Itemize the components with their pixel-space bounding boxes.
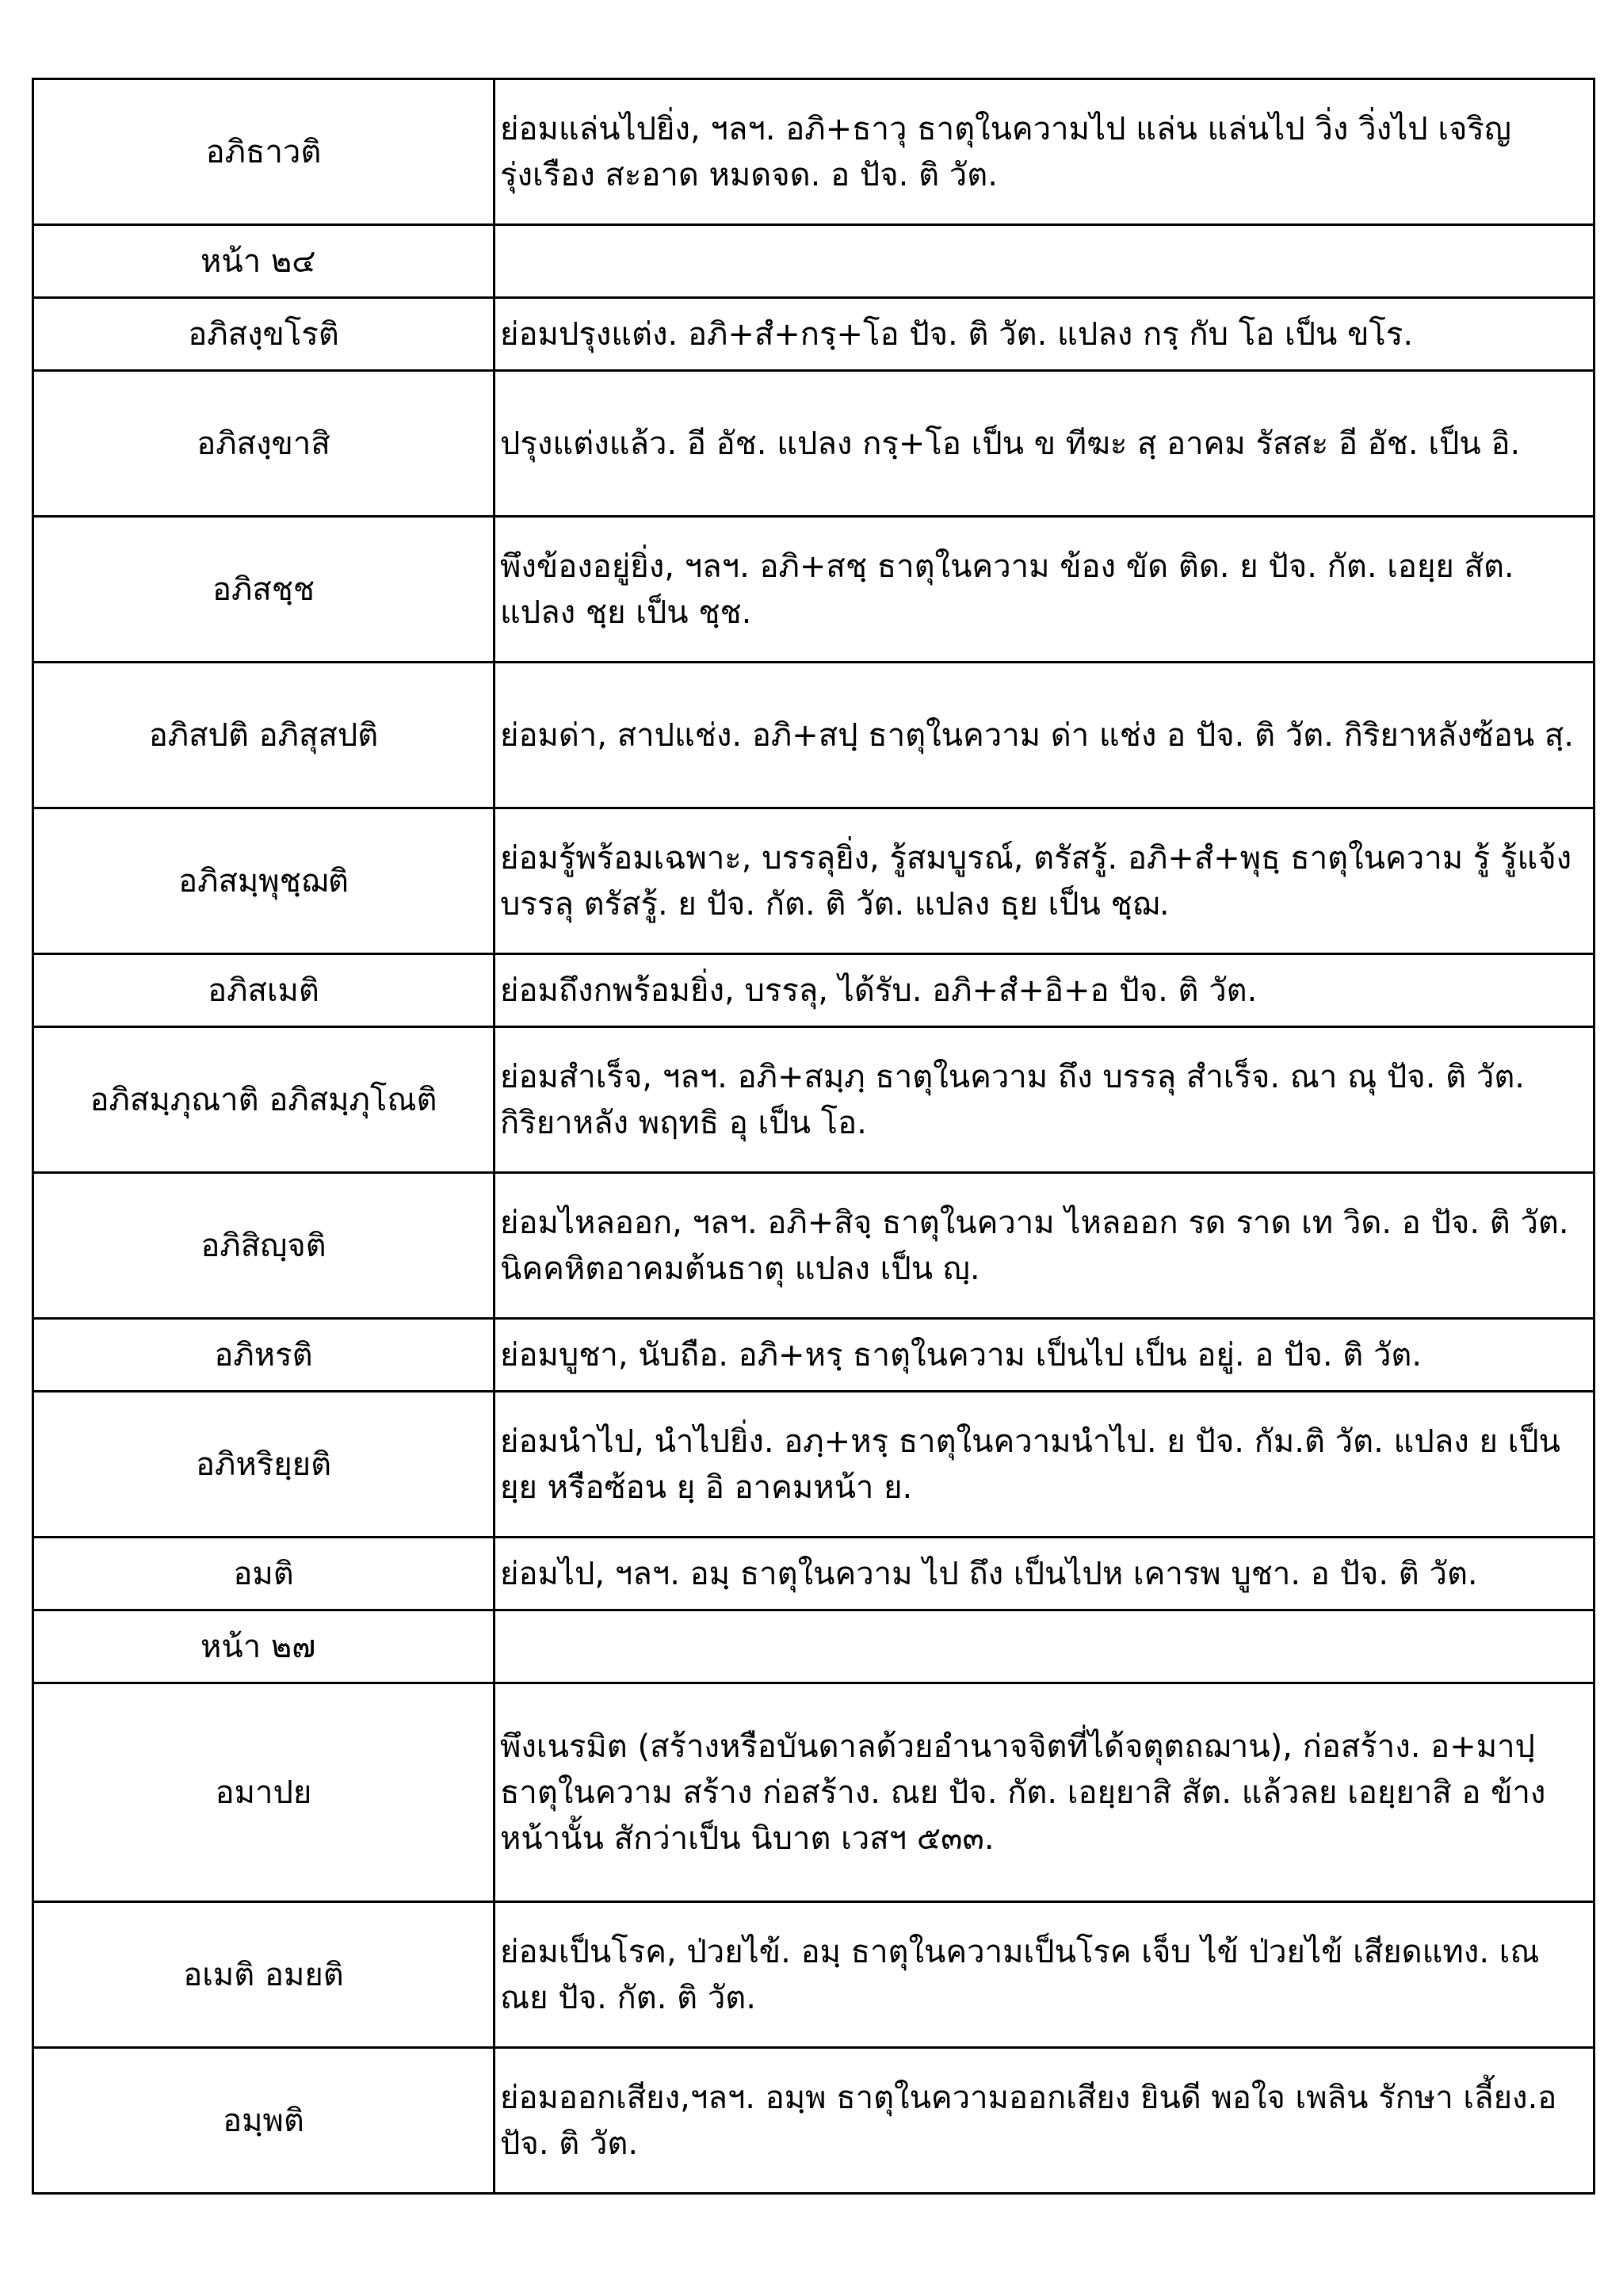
term-cell: อภิสงฺขโรติ (33, 298, 495, 371)
definition-cell: ย่อมบูชา, นับถือ. อภิ+หรฺ ธาตุในความ เป็นไป เป็น อยู่. อ ปัจ. ติ วัต. (495, 1319, 1594, 1392)
table-row (33, 2048, 1594, 2194)
table-row (33, 371, 1594, 517)
table-row (33, 298, 1594, 371)
term-cell: อภิหรติ (33, 1319, 495, 1392)
term-cell: อภิสเมติ (33, 954, 495, 1027)
page-number-cell: หน้า ๒๗ (33, 1610, 495, 1683)
table-row (33, 1173, 1594, 1319)
dictionary-table (32, 78, 1595, 2195)
term-cell: อภิสมฺพุชฺฌติ (33, 808, 495, 954)
table-row (33, 1319, 1594, 1392)
definition-cell: พึงข้องอยู่ยิ่ง, ฯลฯ. อภิ+สชฺ ธาตุในความ ข้อง ขัด ติด. ย ปัจ. กัต. เอยฺย สัต. แปลง ชฺย เป็น ชฺช. (495, 517, 1594, 663)
table-row (33, 1538, 1594, 1610)
term-cell: อภิสิญฺจติ (33, 1173, 495, 1319)
term-cell: อภิหริยฺยติ (33, 1392, 495, 1538)
definition-cell (495, 1610, 1594, 1683)
definition-cell: ย่อมถึงกพร้อมยิ่ง, บรรลุ, ได้รับ. อภิ+สํ+อิ+อ ปัจ. ติ วัต. (495, 954, 1594, 1027)
term-cell: อมฺพติ (33, 2048, 495, 2194)
page-number-cell: หน้า ๒๔ (33, 225, 495, 298)
definition-cell: ย่อมไหลออก, ฯลฯ. อภิ+สิจฺ ธาตุในความ ไหลออก รด ราด เท วิด. อ ปัจ. ติ วัต. นิคคหิตอาคมต้นธาตุ แปลง เป็น ญฺ. (495, 1173, 1594, 1319)
term-cell: อภิสชฺช (33, 517, 495, 663)
term-cell: อภิธาวติ (33, 79, 495, 225)
table-row (33, 1902, 1594, 2048)
definition-cell: ย่อมสำเร็จ, ฯลฯ. อภิ+สมฺภฺ ธาตุในความ ถึง บรรลุ สำเร็จ. ณา ณุ ปัจ. ติ วัต. กิริยาหลัง พฤทธิ อุ เป็น โอ. (495, 1027, 1594, 1173)
term-cell: อมติ (33, 1538, 495, 1610)
table-row (33, 663, 1594, 808)
definition-cell: ย่อมนำไป, นำไปยิ่ง. อภฺ+หรฺ ธาตุในความนำไป. ย ปัจ. กัม.ติ วัต. แปลง ย เป็น ยฺย หรือซ้อน ยฺ อิ อาคมหน้า ย. (495, 1392, 1594, 1538)
table-row (33, 1683, 1594, 1902)
definition-cell (495, 225, 1594, 298)
definition-cell: ย่อมรู้พร้อมเฉพาะ, บรรลุยิ่ง, รู้สมบูรณ์, ตรัสรู้. อภิ+สํ+พุธฺ ธาตุในความ รู้ รู้แจ้ง บรรลุ ตรัสรู้. ย ปัจ. กัต. ติ วัต. แปลง ธฺย เป็น ชฺฌ. (495, 808, 1594, 954)
table-row (33, 1392, 1594, 1538)
table-row (33, 954, 1594, 1027)
definition-cell: ปรุงแต่งแล้ว. อี อัช. แปลง กรฺ+โอ เป็น ข ทีฆะ สฺ อาคม รัสสะ อี อัช. เป็น อิ. (495, 371, 1594, 517)
page-marker-row (33, 225, 1594, 298)
table-row (33, 1027, 1594, 1173)
table-row (33, 517, 1594, 663)
page-marker-row (33, 1610, 1594, 1683)
term-cell: อภิสปติ อภิสุสปติ (33, 663, 495, 808)
term-cell: อภิสงฺขาสิ (33, 371, 495, 517)
definition-cell: ย่อมออกเสียง,ฯลฯ. อมฺพ ธาตุในความออกเสียง ยินดี พอใจ เพลิน รักษา เลี้ยง.อ ปัจ. ติ วัต. (495, 2048, 1594, 2194)
definition-cell: ย่อมปรุงแต่ง. อภิ+สํ+กรฺ+โอ ปัจ. ติ วัต. แปลง กรฺ กับ โอ เป็น ขโร. (495, 298, 1594, 371)
term-cell: อเมติ อมยติ (33, 1902, 495, 2048)
definition-cell: พึงเนรมิต (สร้างหรือบันดาลด้วยอำนาจจิตที่ได้จตุตถฌาน), ก่อสร้าง. อ+มาปฺ ธาตุในความ สร้าง ก่อสร้าง. ณย ปัจ. กัต. เอยฺยาสิ สัต. แล้วลย เอยฺยาสิ อ ข้างหน้านั้น สักว่าเป็น นิบาต เวสฯ ๕๓๓. (495, 1683, 1594, 1902)
definition-cell: ย่อมเป็นโรค, ป่วยไข้. อมฺ ธาตุในความเป็นโรค เจ็บ ไข้ ป่วยไข้ เสียดแทง. เณ ณย ปัจ. กัต. ติ วัต. (495, 1902, 1594, 2048)
table-body (33, 79, 1594, 2194)
term-cell: อมาปย (33, 1683, 495, 1902)
table-row (33, 79, 1594, 225)
definition-cell: ย่อมไป, ฯลฯ. อมฺ ธาตุในความ ไป ถึง เป็นไปห เคารพ บูชา. อ ปัจ. ติ วัต. (495, 1538, 1594, 1610)
term-cell: อภิสมฺภุณาติ อภิสมฺภุโณติ (33, 1027, 495, 1173)
definition-cell: ย่อมด่า, สาปแช่ง. อภิ+สปฺ ธาตุในความ ด่า แช่ง อ ปัจ. ติ วัต. กิริยาหลังซ้อน สฺ. (495, 663, 1594, 808)
table-row (33, 808, 1594, 954)
definition-cell: ย่อมแล่นไปยิ่ง, ฯลฯ. อภิ+ธาวุ ธาตุในความไป แล่น แล่นไป วิ่ง วิ่งไป เจริญ รุ่งเรือง สะอาด หมดจด. อ ปัจ. ติ วัต. (495, 79, 1594, 225)
